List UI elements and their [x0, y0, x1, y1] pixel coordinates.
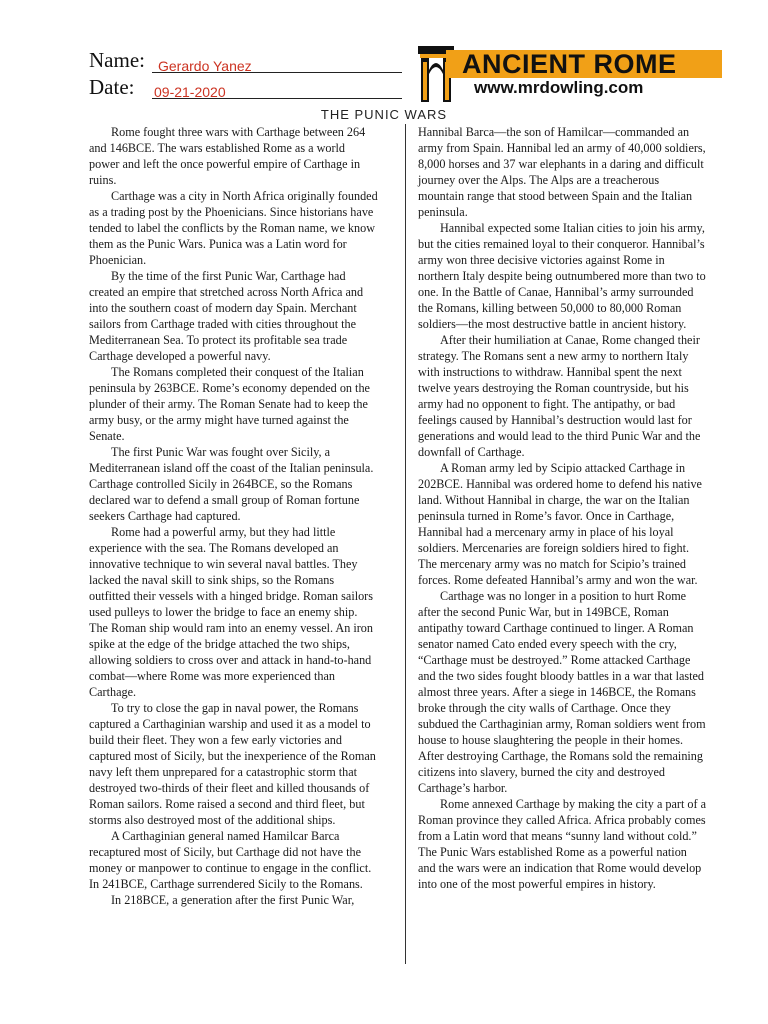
right-column [418, 124, 707, 892]
left-column [89, 124, 378, 908]
paragraph: After their humiliation at Canae, Rome changed their strategy. The Romans sent a new army to northern Italy with instructions to withdraw. Hannibal spent the next twelve years destroying the Roman countryside, but his army had no opponent to fight. The antipathy, or bad feelings caused by Hannibal’s destruction would last for generations and would lead to the third Punic War and the downfall of Carthage. [418, 333, 701, 459]
paragraph: In 218BCE, a generation after the first Punic War, [111, 893, 355, 907]
paragraph: By the time of the first Punic War, Carthage had created an empire that stretched across North Africa and into the southern coast of modern day Spain. Merchant sailors from Carthage traded with cities throughout the Mediterranean Sea. To protect its profitable sea trade Carthage developed a powerful navy. [89, 269, 364, 363]
paragraph: Hannibal Barca—the son of Hamilcar—commanded an army from Spain. Hannibal led an army of 40,000 soldiers, 8,000 horses and 37 war elephants in a daring and difficult journey over the Alps. The Alps are a treacherous mountain range that stood between Spain and the Italian peninsula. [418, 125, 706, 219]
name-label: Name: [89, 48, 145, 72]
paragraph: Carthage was a city in North Africa originally founded as a trading post by the Phoenicians. Since historians have tended to label the conflicts by the Roman name, we know them as the Punic Wars. Punica was a Latin word for Phoenician. [89, 189, 378, 267]
paragraph: To try to close the gap in naval power, the Romans captured a Carthaginian warship and used it as a model to build their fleet. They won a few early victories and captured most of Sicily, but the inexperience of the Roman navy left them unprepared for a catastrophic storm that destroyed two-thirds of their fleet and killed thousands of Roman sailors. Rome raised a second and third fleet, but storms also destroyed most of the additional ships. [89, 701, 376, 827]
page-title: THE PUNIC WARS [320, 107, 448, 122]
paragraph: Rome had a powerful army, but they had little experience with the sea. The Romans developed an innovative technique to win several naval battles. They lacked the naval skill to sink ships, so the Romans outfitted their vessels with a hinged bridge. Roman sailors used pulleys to lower the bridge to face an enemy ship. The Roman ship would ram into an enemy vessel. An iron spike at the edge of the bridge attached the two ships, allowing soldiers to cross over and attack in hand-to-hand combat—where Rome was more experienced than Carthage. [89, 525, 373, 699]
paragraph: Rome annexed Carthage by making the city a part of a Roman province they called Africa. Africa probably comes from a Latin word that means “sunny land without cold.” The Punic Wars established Rome as a powerful nation and the wars were an indication that Rome would develop into one of the most powerful empires in history. [418, 797, 707, 891]
paragraph: A Carthaginian general named Hamilcar Barca recaptured most of Sicily, but Carthage did not have the money or manpower to continue to engage in the conflict. In 241BCE, Carthage surrendered Sicily to the Romans. [89, 829, 372, 891]
paragraph: Rome fought three wars with Carthage between 264 and 146BCE. The wars established Rome as a world power and left the once powerful empire of Carthage in ruins. [89, 125, 366, 187]
name-value: Gerardo Yanez [158, 58, 252, 74]
paragraph: A Roman army led by Scipio attacked Carthage in 202BCE. Hannibal was ordered home to defend his native land. Without Hannibal in charge, the war on the Italian peninsula turned in Rome’s favor. Once in Carthage, Hannibal had a mercenary army in place of his loyal soldiers. Mercenaries are foreign soldiers hired to fight. The mercenary army was no match for Scipio’s trained forces. Rome defeated Hannibal’s army and won the war. [418, 461, 702, 587]
logo-url: www.mrdowling.com [474, 78, 644, 97]
date-underline [152, 98, 402, 99]
paragraph: Hannibal expected some Italian cities to join his army, but the cities remained loyal to their conqueror. Hannibal’s army won three decisive victories against Rome in northern Italy despite being outnumbered more than two to one. In the Battle of Canae, Hannibal’s army surrounded the Romans, killing between 50,000 to 80,000 Roman soldiers—the most destructive battle in ancient history. [418, 221, 706, 331]
logo-title: ANCIENT ROME [462, 49, 677, 79]
paragraph: Carthage was no longer in a position to hurt Rome after the second Punic War, but in 149BCE, Roman antipathy toward Carthage continued to linger. A Roman senator named Cato ended every speech with the cry, “Carthage must be destroyed.” Rome attacked Carthage and the two sides fought bloody battles in a war that lasted almost three years. After a siege in 146BCE, the Romans broke through the city walls of Carthage. Once they subdued the Carthaginian army, Roman soldiers went from house to house slaughtering the people in their homes. After destroying Carthage, the Romans sold the remaining citizens into slavery, burned the city and destroyed Carthage’s harbor. [418, 589, 706, 795]
date-label: Date: [89, 75, 135, 99]
column-divider [405, 124, 406, 964]
name-underline [152, 72, 402, 73]
date-value: 09-21-2020 [154, 84, 226, 100]
ancient-rome-logo [418, 44, 724, 104]
paragraph: The first Punic War was fought over Sicily, a Mediterranean island off the coast of the Italian peninsula. Carthage controlled Sicily in 264BCE, so the Romans declared war to defend a small group of Roman fortune seekers Carthage had captured. [89, 445, 374, 523]
paragraph: The Romans completed their conquest of the Italian peninsula by 263BCE. Rome’s economy depended on the plunder of their army. The Roman Senate had to keep the army busy, or the army might have turned against the Senate. [89, 365, 370, 443]
